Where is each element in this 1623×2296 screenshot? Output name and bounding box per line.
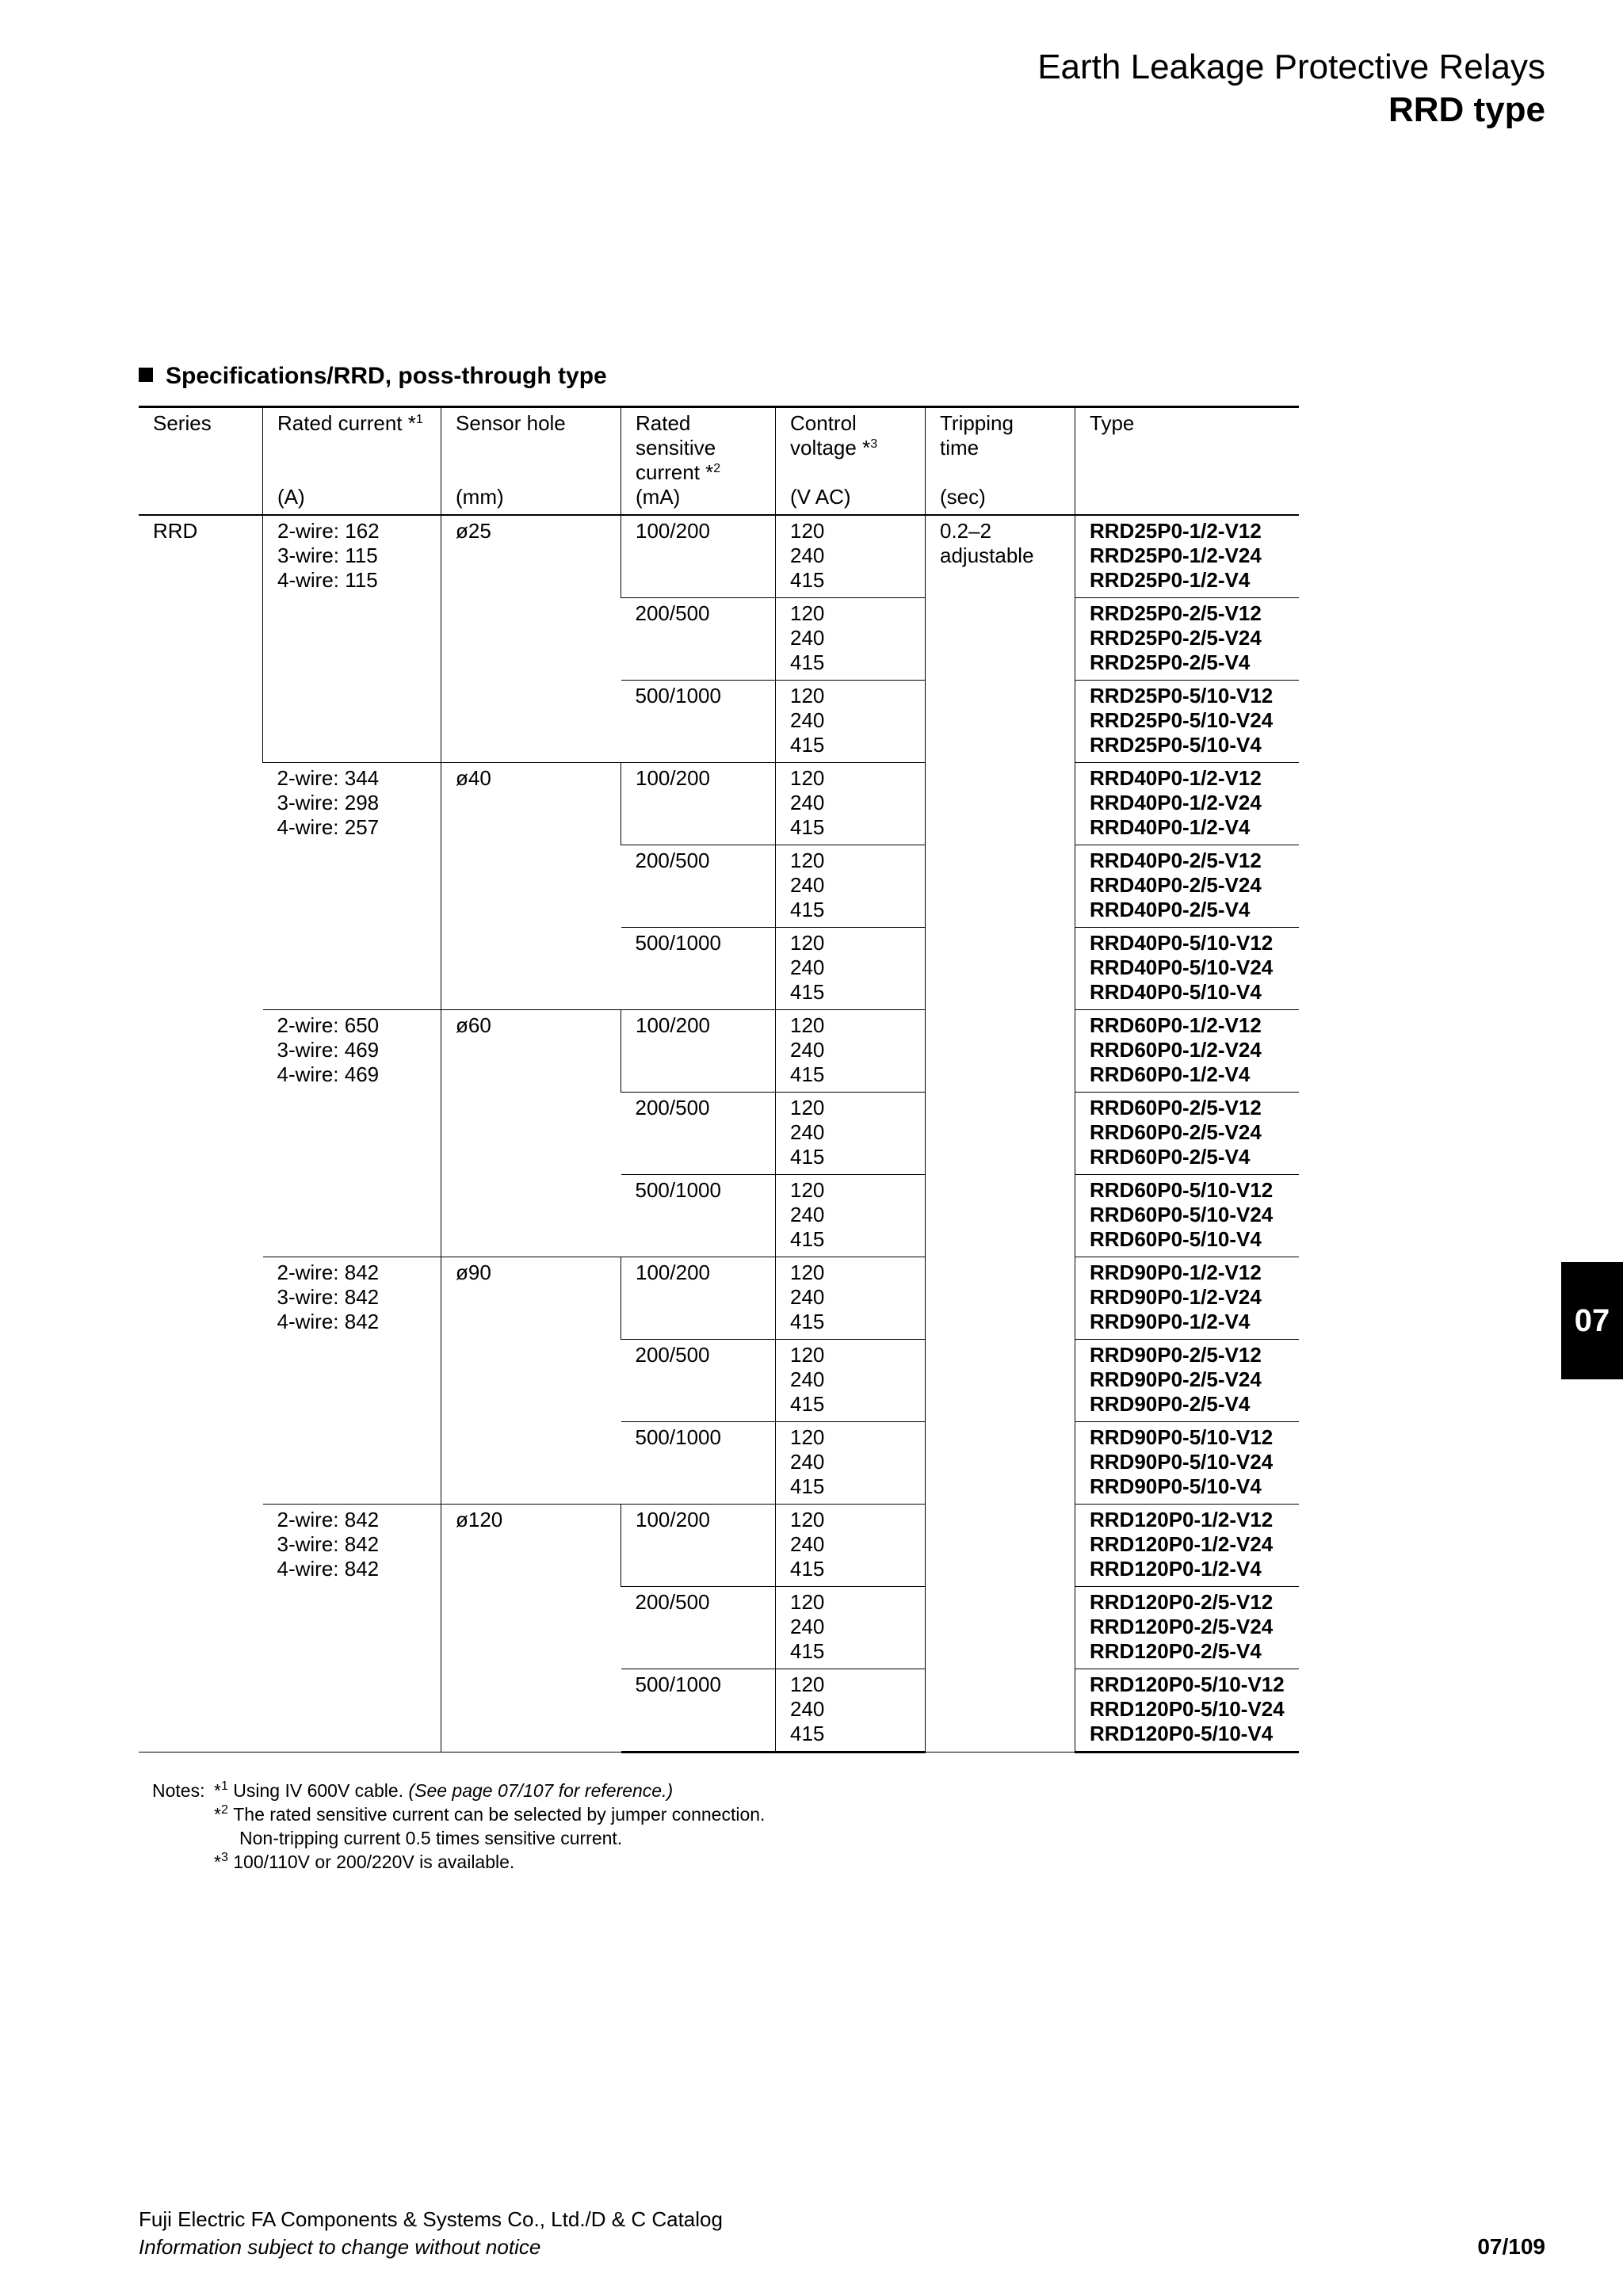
table-body <box>139 515 1299 1753</box>
footer-disclaimer: Information subject to change without notice <box>139 2235 541 2259</box>
type-cell: RRD40P0-2/5-V12 RRD40P0-2/5-V24 RRD40P0-2/5-V4 <box>1075 845 1300 928</box>
tripping-time-cell: 0.2–2 adjustable <box>926 515 1075 1753</box>
sensitive-current-cell: 100/200 <box>621 763 776 845</box>
col-sensitive-current: Rated sensitive current *$^2$ (mA) <box>621 407 776 516</box>
type-cell: RRD120P0-5/10-V12 RRD120P0-5/10-V24 RRD120P0-5/10-V4 <box>1075 1669 1300 1753</box>
type-cell: RRD120P0-1/2-V12 RRD120P0-1/2-V24 RRD120P0-1/2-V4 <box>1075 1505 1300 1587</box>
control-voltage-cell: 120 240 415 <box>776 1340 926 1422</box>
control-voltage-cell: 120 240 415 <box>776 1010 926 1093</box>
sensitive-current-cell: 500/1000 <box>621 681 776 763</box>
col-tripping-time: Tripping time (sec) <box>926 407 1075 516</box>
note-1-marker: *$^1$ <box>214 1779 228 1801</box>
type-cell: RRD25P0-1/2-V12 RRD25P0-1/2-V24 RRD25P0-1/2-V4 <box>1075 515 1300 598</box>
col-type: Type <box>1075 407 1300 516</box>
sensor-hole-cell: ø60 <box>441 1010 621 1257</box>
control-voltage-cell: 120 240 415 <box>776 763 926 845</box>
control-voltage-cell: 120 240 415 <box>776 1422 926 1505</box>
type-cell: RRD120P0-2/5-V12 RRD120P0-2/5-V24 RRD120P0-2/5-V4 <box>1075 1587 1300 1669</box>
rated-current-cell: 2-wire: 344 3-wire: 298 4-wire: 257 <box>263 763 441 1010</box>
table-header-row <box>139 407 1299 516</box>
sensor-hole-cell: ø40 <box>441 763 621 1010</box>
sensitive-current-cell: 200/500 <box>621 845 776 928</box>
page-title: Earth Leakage Protective Relays <box>1037 48 1545 86</box>
note-3 <box>152 1850 765 1874</box>
type-cell: RRD60P0-2/5-V12 RRD60P0-2/5-V24 RRD60P0-2/5-V4 <box>1075 1093 1300 1175</box>
sensitive-current-cell: 100/200 <box>621 1010 776 1093</box>
type-cell: RRD40P0-1/2-V12 RRD40P0-1/2-V24 RRD40P0-1/2-V4 <box>1075 763 1300 845</box>
control-voltage-cell: 120 240 415 <box>776 1669 926 1753</box>
sensitive-current-cell: 200/500 <box>621 1340 776 1422</box>
note-1-text: Using IV 600V cable. (See page 07/107 for reference.) <box>233 1780 674 1801</box>
control-voltage-cell: 120 240 415 <box>776 928 926 1010</box>
note-2 <box>152 1802 765 1826</box>
page-number: 07/109 <box>1477 2234 1545 2259</box>
section-heading <box>139 360 607 392</box>
control-voltage-cell: 120 240 415 <box>776 1093 926 1175</box>
control-voltage-cell: 120 240 415 <box>776 1175 926 1257</box>
sensitive-current-cell: 500/1000 <box>621 1175 776 1257</box>
type-cell: RRD90P0-5/10-V12 RRD90P0-5/10-V24 RRD90P0-5/10-V4 <box>1075 1422 1300 1505</box>
control-voltage-cell: 120 240 415 <box>776 515 926 598</box>
sensitive-current-cell: 100/200 <box>621 515 776 598</box>
sensitive-current-cell: 500/1000 <box>621 928 776 1010</box>
control-voltage-cell: 120 240 415 <box>776 1505 926 1587</box>
table-row <box>139 1505 1299 1587</box>
rated-current-cell: 2-wire: 162 3-wire: 115 4-wire: 115 <box>263 515 441 763</box>
type-cell: RRD60P0-5/10-V12 RRD60P0-5/10-V24 RRD60P0-5/10-V4 <box>1075 1175 1300 1257</box>
rated-current-cell: 2-wire: 842 3-wire: 842 4-wire: 842 <box>263 1257 441 1505</box>
footer-company: Fuji Electric FA Components & Systems Co., Ltd./D & C Catalog <box>139 2207 723 2231</box>
note-3-marker: *$^3$ <box>214 1851 228 1872</box>
type-cell: RRD40P0-5/10-V12 RRD40P0-5/10-V24 RRD40P0-5/10-V4 <box>1075 928 1300 1010</box>
sensitive-current-cell: 200/500 <box>621 598 776 681</box>
table-row <box>139 763 1299 845</box>
page-footer <box>139 2206 723 2261</box>
table-notes <box>152 1779 765 1874</box>
type-cell: RRD25P0-2/5-V12 RRD25P0-2/5-V24 RRD25P0-2/5-V4 <box>1075 598 1300 681</box>
sensitive-current-cell: 200/500 <box>621 1587 776 1669</box>
sensitive-current-cell: 500/1000 <box>621 1422 776 1505</box>
type-cell: RRD90P0-2/5-V12 RRD90P0-2/5-V24 RRD90P0-2/5-V4 <box>1075 1340 1300 1422</box>
sensitive-current-cell: 100/200 <box>621 1505 776 1587</box>
type-cell: RRD25P0-5/10-V12 RRD25P0-5/10-V24 RRD25P0-5/10-V4 <box>1075 681 1300 763</box>
page-subtitle: RRD type <box>1388 90 1545 129</box>
section-title-text: Specifications/RRD, poss-through type <box>166 363 607 389</box>
control-voltage-cell: 120 240 415 <box>776 845 926 928</box>
sensitive-current-cell: 200/500 <box>621 1093 776 1175</box>
table-row <box>139 515 1299 598</box>
control-voltage-cell: 120 240 415 <box>776 1257 926 1340</box>
note-3-text: 100/110V or 200/220V is available. <box>233 1852 515 1872</box>
square-bullet-icon <box>139 368 153 382</box>
col-series: Series <box>139 407 263 516</box>
col-sensor-hole: Sensor hole (mm) <box>441 407 621 516</box>
col-control-voltage: Control voltage *$^3$ (V AC) <box>776 407 926 516</box>
col-rated-current: Rated current *$^1$ (A) <box>263 407 441 516</box>
table-row <box>139 1257 1299 1340</box>
notes-label: Notes: <box>152 1780 205 1801</box>
note-1 <box>152 1779 765 1802</box>
sensor-hole-cell: ø25 <box>441 515 621 763</box>
specifications-table <box>139 406 1299 1753</box>
sensor-hole-cell: ø120 <box>441 1505 621 1753</box>
control-voltage-cell: 120 240 415 <box>776 598 926 681</box>
note-2-marker: *$^2$ <box>214 1803 228 1825</box>
type-cell: RRD90P0-1/2-V12 RRD90P0-1/2-V24 RRD90P0-1/2-V4 <box>1075 1257 1300 1340</box>
series-cell: RRD <box>139 515 263 1753</box>
table-row <box>139 1010 1299 1093</box>
note-2-text: The rated sensitive current can be selected by jumper connection. <box>233 1804 766 1825</box>
rated-current-cell: 2-wire: 650 3-wire: 469 4-wire: 469 <box>263 1010 441 1257</box>
sensor-hole-cell: ø90 <box>441 1257 621 1505</box>
note-2-continuation: Non-tripping current 0.5 times sensitive current. <box>239 1828 623 1848</box>
sensitive-current-cell: 500/1000 <box>621 1669 776 1753</box>
chapter-tab: 07 <box>1561 1262 1623 1379</box>
sensitive-current-cell: 100/200 <box>621 1257 776 1340</box>
control-voltage-cell: 120 240 415 <box>776 1587 926 1669</box>
page-header <box>1037 46 1545 132</box>
rated-current-cell: 2-wire: 842 3-wire: 842 4-wire: 842 <box>263 1505 441 1753</box>
type-cell: RRD60P0-1/2-V12 RRD60P0-1/2-V24 RRD60P0-1/2-V4 <box>1075 1010 1300 1093</box>
control-voltage-cell: 120 240 415 <box>776 681 926 763</box>
